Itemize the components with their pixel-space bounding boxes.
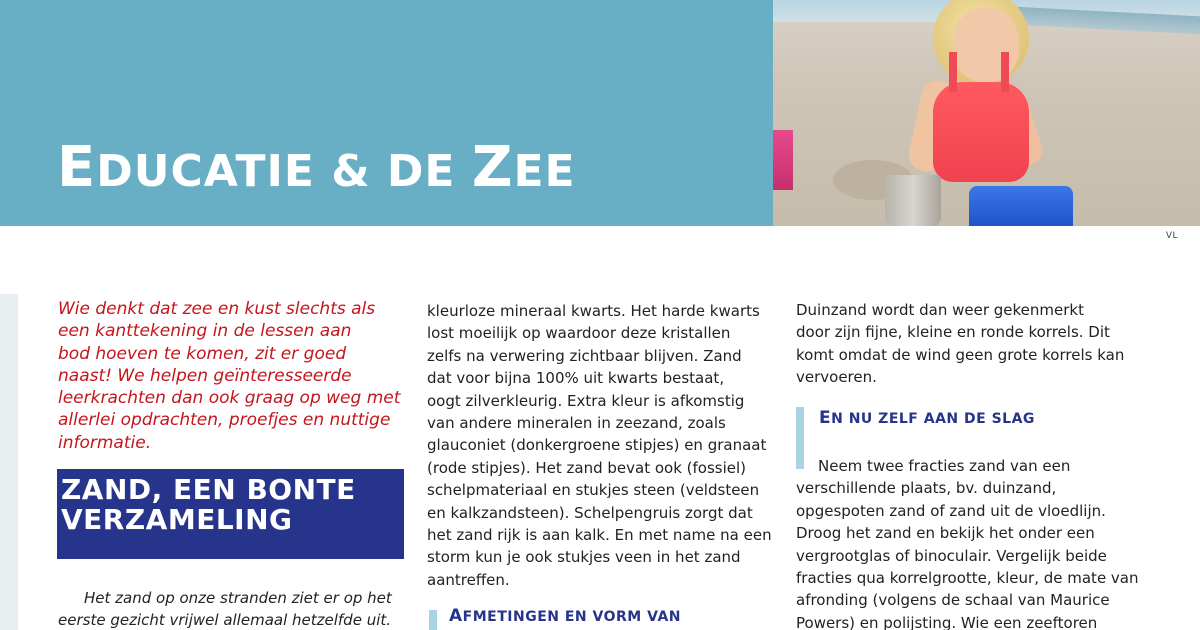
intro-line: leerkrachten dan ook graag op weg met — [58, 388, 401, 409]
intro-line: allerlei opdrachten, proefjes en nuttige — [58, 410, 391, 431]
beach-child-photo — [773, 0, 1200, 226]
subhead-zelf-aan-de-slag: EN NU ZELF AAN DE SLAG — [819, 408, 1035, 428]
body-line: fracties qua korrelgrootte, kleur, de mate van — [796, 569, 1139, 588]
body-line: verschillende plaats, bv. duinzand, — [796, 479, 1057, 498]
body-line: aantreffen. — [427, 570, 510, 589]
body-line: oogt zilverkleurig. Extra kleur is afkomstig — [427, 391, 745, 410]
grey-bucket — [885, 175, 941, 226]
body-line: dat voor bijna 100% uit kwarts bestaat, — [427, 369, 725, 388]
blue-bucket — [969, 186, 1073, 226]
col1-body-text — [58, 588, 408, 630]
header-band — [0, 0, 773, 226]
body-line: komt omdat de wind geen grote korrels kan — [796, 345, 1125, 364]
child-face — [953, 8, 1019, 82]
margin-strip — [0, 294, 18, 630]
body-line: eerste gezicht vrijwel allemaal hetzelfde uit. — [58, 610, 392, 629]
body-line: lost moeilijk op waardoor deze kristallen — [427, 324, 731, 343]
body-line: vergrootglas of binoculair. Vergelijk beide — [796, 546, 1107, 565]
body-line: Droog het zand en bekijk het onder een — [796, 524, 1095, 543]
intro-text — [58, 298, 408, 454]
pink-bucket — [773, 130, 793, 190]
col3-body-text-bottom — [796, 455, 1156, 630]
body-line: glauconiet (donkergroene stipjes) en granaat — [427, 436, 767, 455]
child-swimsuit — [933, 82, 1029, 182]
swimsuit-strap-right — [1001, 52, 1009, 92]
section-heading-line: VERZAMELING — [61, 503, 293, 536]
body-line: (rode stipjes). Het zand bevat ook (fossiel) — [427, 458, 747, 477]
body-line: door zijn fijne, kleine en ronde korrels. Dit — [796, 323, 1110, 342]
body-line: Duinzand wordt dan weer gekenmerkt — [796, 301, 1084, 319]
body-line: opgespoten zand of zand uit de vloedlijn. — [796, 501, 1106, 520]
body-line: en kalkzandsteen). Schelpengruis zorgt dat — [427, 503, 753, 522]
intro-line: naast! We helpen geïnteresseerde — [58, 365, 352, 386]
body-line: Het zand op onze stranden ziet er op het — [84, 589, 392, 607]
intro-line: bod hoeven te komen, zit er goed — [58, 343, 347, 364]
body-line: het zand rijk is aan kalk. En met name na een — [427, 526, 772, 545]
subhead-afmetingen: AFMETINGEN EN VORM VAN — [449, 606, 682, 626]
body-line: afronding (volgens de schaal van Maurice — [796, 591, 1110, 610]
subhead-accent-bar — [429, 610, 437, 630]
intro-line: Wie denkt dat zee en kust slechts als — [58, 299, 376, 319]
swimsuit-strap-left — [949, 52, 957, 92]
body-line: Neem twee fracties zand van een — [818, 457, 1071, 475]
col2-body-text — [427, 300, 777, 591]
region-label: VL — [1165, 231, 1178, 241]
section-heading-box — [57, 469, 404, 559]
body-line: zelfs na verwering zichtbaar blijven. Zand — [427, 346, 742, 365]
body-line: storm kun je ook stukjes veen in het zand — [427, 548, 741, 567]
body-line: kleurloze mineraal kwarts. Het harde kwarts — [427, 302, 760, 320]
body-line: schelpmateriaal en stukjes steen (veldsteen — [427, 481, 760, 500]
page-title: EDUCATIE & DE ZEE — [57, 135, 576, 200]
body-line: Powers) en polijsting. Wie een zeeftoren — [796, 613, 1098, 630]
intro-line: informatie. — [58, 432, 152, 453]
body-line: van andere mineralen in zeezand, zoals — [427, 414, 726, 433]
body-line: vervoeren. — [796, 368, 877, 387]
col3-body-text-top — [796, 299, 1156, 389]
intro-line: een kanttekening in de lessen aan — [58, 321, 352, 342]
section-heading-line: ZAND, EEN BONTE — [61, 473, 356, 506]
